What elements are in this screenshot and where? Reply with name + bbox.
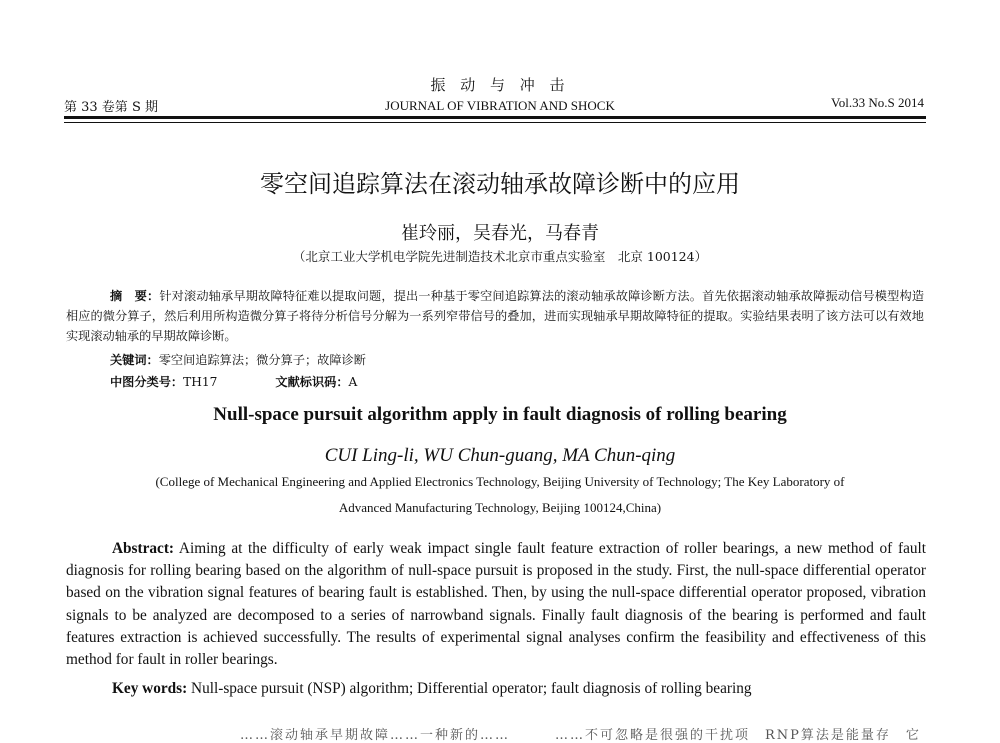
volume-cn: 第 33 卷第 S 期 [64,100,158,115]
journal-name-en: JOURNAL OF VIBRATION AND SHOCK [385,98,615,113]
keywords-label-en: Key words: [112,680,188,697]
abstract-text-cn: 针对滚动轴承早期故障特征难以提取问题，提出一种基于零空间追踪算法的滚动轴承故障诊断方法。首先依据滚动轴承故障振动信号模型构造相应的微分算子，然后利用所构造微分算子将待分析信号分解为一系列窄带信号的叠加，进而实现轴承早期故障特征的提取。实验结果表明了该方法可以有效地实现滚动轴承的早期故障诊断。 [66,289,925,343]
keywords-text-cn: 零空间追踪算法；微分算子；故障诊断 [158,353,366,367]
authors-en: CUI Ling-li, WU Chun-guang, MA Chun-qing [324,445,676,466]
abstract-label-en: Abstract: [112,540,175,557]
abstract-label-cn: 摘 要： [110,289,160,303]
authors-cn: 崔玲丽，吴春光，马春青 [401,223,599,244]
keywords-en [112,680,752,698]
title-en: Null-space pursuit algorithm apply in fault diagnosis of rolling bearing [213,404,787,425]
class-value: TH17 [183,375,218,389]
abstract-en [66,538,926,671]
abstract-text-en: Aiming at the difficulty of early weak impact single fault feature extraction of roller bearings, a new method of fault diagnosis for rolling bearing based on the algorithm of null-space pursuit is proposed in the study. First, the null-space differential operator based on the vibration signal features of bearing fault is established. Then, by using the null-space differential operator proposed, vibration signals to be analyzed are decomposed to a series of narrowband signals. Finally fault diagnosis of the bearing is performed and fault features extraction is achieved successfully. The results of experimental signal analyses confirm the feasibility and effectiveness of this method for fault in roller bearings. [66,540,927,669]
header-rule-thin [64,122,926,123]
affiliation-cn: （北京工业大学机电学院先进制造技术北京市重点实验室 北京 100124） [292,249,708,264]
journal-name-cn: 振 动 与 冲 击 [430,76,570,94]
class-label: 中图分类号： [110,375,184,389]
title-cn: 零空间追踪算法在滚动轴承故障诊断中的应用 [260,170,740,198]
affiliation-en-line2: Advanced Manufacturing Technology, Beijing 100124,China) [338,500,662,515]
keywords-text-en: Null-space pursuit (NSP) algorithm; Differential operator; fault diagnosis of rolling bearing [191,680,752,697]
affiliation-en-line1: (College of Mechanical Engineering and Applied Electronics Technology, Beijing University of Technology; The Key Laboratory of [155,474,845,489]
doc-label: 文献标识码： [275,375,349,389]
header-rule-thick [64,116,926,119]
keywords-label-cn: 关键词： [110,353,159,367]
abstract-cn [66,286,924,346]
keywords-cn [110,351,366,368]
classification-cn [110,373,357,390]
volume-en: Vol.33 No.S 2014 [831,95,924,110]
doc-value: A [348,375,358,389]
cutoff-body-line: ……滚动轴承早期故障……一种新的…… ……不可忽略是很强的干扰项 RNP算法是能量存 它 [240,728,921,743]
